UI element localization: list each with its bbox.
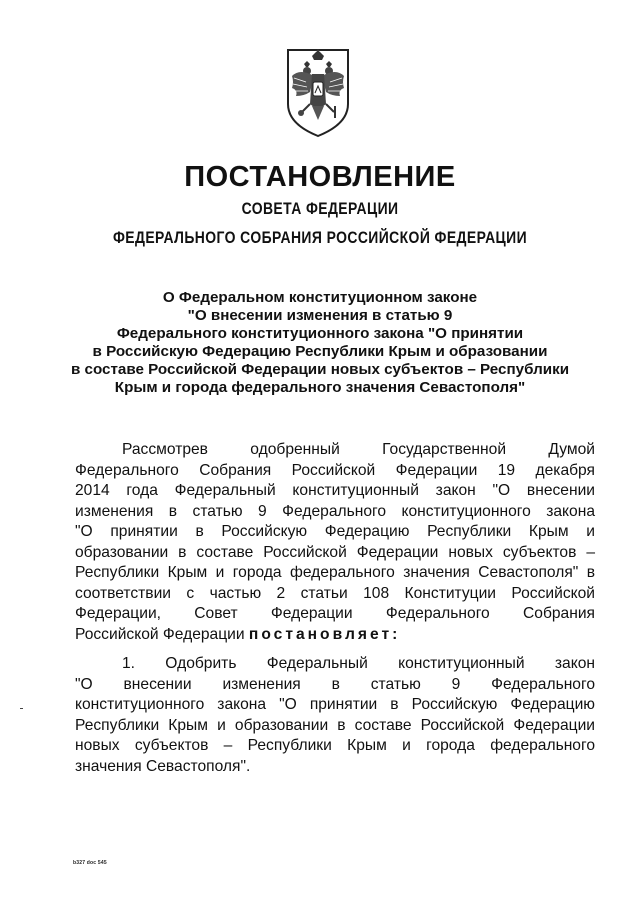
issuer-line-1: СОВЕТА ФЕДЕРАЦИИ — [241, 199, 399, 218]
issuer-line-2: ФЕДЕРАЛЬНОГО СОБРАНИЯ РОССИЙСКОЙ ФЕДЕРАЦИИ — [112, 228, 528, 247]
subject-line: в составе Российской Федерации новых субъектов – Республики — [70, 361, 570, 378]
paragraph-line-text: Российской Федерации — [75, 625, 245, 643]
subject-line: Крым и города федерального значения Севастополя" — [114, 379, 526, 396]
subject-line: в Российскую Федерацию Республики Крым и образовании — [92, 343, 548, 360]
subject-line: Федерального конституционного закона "О принятии — [116, 325, 524, 342]
margin-mark — [20, 708, 23, 709]
paragraph-line: "О принятии в Российскую Федерацию Республики Крым и — [75, 523, 595, 540]
resolution-point-1 — [75, 654, 595, 777]
resolves-keyword: постановляет: — [248, 625, 401, 643]
paragraph-line: 2014 года Федеральный конституционный закон "О внесении — [75, 482, 595, 499]
paragraph-line: Рассмотрев одобренный Государственной Думой — [122, 441, 595, 458]
footer-doc-code: b327 doc 545 — [73, 860, 107, 866]
paragraph-line: новых субъектов – Республики Крым и города федерального — [75, 737, 595, 754]
paragraph-line — [75, 625, 595, 646]
paragraph-line: Республики Крым и образовании в составе Российской Федерации — [75, 716, 595, 734]
coat-of-arms-icon — [280, 46, 356, 140]
paragraph-line: изменения в статью 9 Федерального конституционного закона — [75, 502, 595, 520]
paragraph-line: Федерации, Совет Федерации Федерального Собрания — [75, 605, 595, 622]
subject-line: "О внесении изменения в статью 9 — [187, 307, 453, 324]
preamble-paragraph — [75, 440, 595, 645]
paragraph-line: 1. Одобрить Федеральный конституционный закон — [122, 655, 595, 672]
subject-line: О Федеральном конституционном законе — [162, 289, 478, 306]
paragraph-line: конституционного закона "О принятии в Российскую Федерацию — [75, 696, 595, 713]
paragraph-line: образовании в составе Российской Федерации новых субъектов – — [75, 543, 595, 561]
paragraph-line: "О внесении изменения в статью 9 Федерального — [75, 675, 595, 693]
paragraph-line: соответствии с частью 2 статьи 108 Конституции Российской — [75, 584, 595, 602]
resolution-subject — [40, 289, 600, 397]
paragraph-line: Федерального Собрания Российской Федерации 19 декабря — [75, 461, 595, 479]
document-type-title: ПОСТАНОВЛЕНИЕ — [184, 161, 456, 193]
paragraph-line: значения Севастополя". — [75, 757, 251, 775]
paragraph-line: Республики Крым и города федерального значения Севастополя" в — [75, 564, 595, 581]
